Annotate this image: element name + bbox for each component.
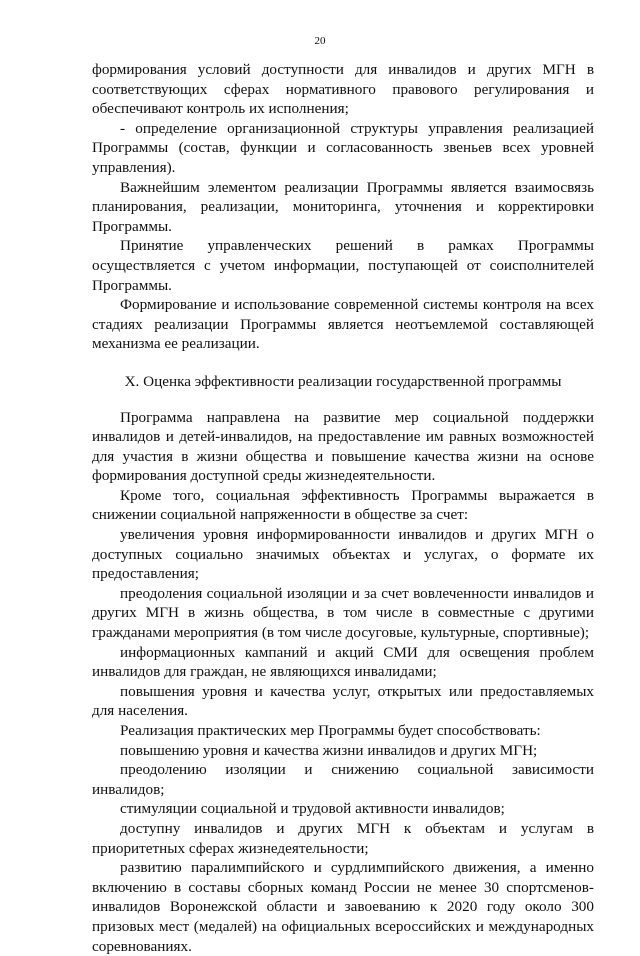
paragraph: развитию паралимпийского и сурдлимпийского движения, а именно включению в составы сборных команд России не менее 30 спортсменов-инвалидов Воронежской области и завоеванию к 2020 году около 300 призовых мест (медалей) на официальных всероссийских и международных соревнованиях.: [92, 859, 594, 955]
paragraph: Важнейшим элементом реализации Программы является взаимосвязь планирования, реализации, мониторинга, уточнения и корректировки Программы.: [92, 178, 594, 235]
paragraph: Формирование и использование современной системы контроля на всех стадиях реализации Программы является неотъемлемой составляющей механизма ее реализации.: [92, 296, 594, 353]
paragraph: информационных кампаний и акций СМИ для освещения проблем инвалидов для граждан, не являющихся инвалидами;: [92, 643, 594, 681]
paragraph: стимуляции социальной и трудовой активности инвалидов;: [120, 800, 505, 818]
paragraph: доступну инвалидов и других МГН к объектам и услугам в приоритетных сферах жизнедеятельности;: [92, 819, 594, 857]
page-number: 20: [314, 35, 326, 47]
paragraph: преодолению изоляции и снижению социальной зависимости инвалидов;: [92, 761, 594, 798]
paragraph: повышению уровня и качества жизни инвалидов и других МГН;: [120, 741, 538, 759]
section-heading: X. Оценка эффективности реализации государственной программы: [124, 372, 562, 390]
paragraph: Принятие управленческих решений в рамках Программы осуществляется с учетом информации, поступающей от соисполнителей Программы.: [92, 237, 594, 294]
paragraph: Кроме того, социальная эффективность Программы выражается в снижении социальной напряженности в обществе за счет:: [92, 486, 594, 524]
paragraph: Реализация практических мер Программы будет способствовать:: [120, 722, 541, 739]
paragraph: увеличения уровня информированности инвалидов и других МГН о доступных социально значимых объектах и услугах, о формате их предоставления;: [92, 526, 594, 583]
paragraph: повышения уровня и качества услуг, открытых или предоставляемых для населения.: [92, 682, 594, 720]
paragraph: Программа направлена на развитие мер социальной поддержки инвалидов и детей-инвалидов, на предоставление им равных возможностей для участия в жизни общества и повышение качества жизни на основе формирования доступной среды жизнедеятельности.: [92, 408, 594, 485]
paragraph: формирования условий доступности для инвалидов и других МГН в соответствующих сферах нормативного правового регулирования и обеспечивают контроль их исполнения;: [92, 61, 594, 118]
paragraph: преодоления социальной изоляции и за счет вовлеченности инвалидов и других МГН в жизнь общества, в том числе в совместные с другими гражданами мероприятия (в том числе досуговые, культурные, спортивные);: [92, 584, 594, 642]
document-body: [92, 60, 594, 956]
paragraph: - определение организационной структуры управления реализацией Программы (состав, функции и согласованность звеньев всех уровней управления).: [92, 119, 594, 176]
